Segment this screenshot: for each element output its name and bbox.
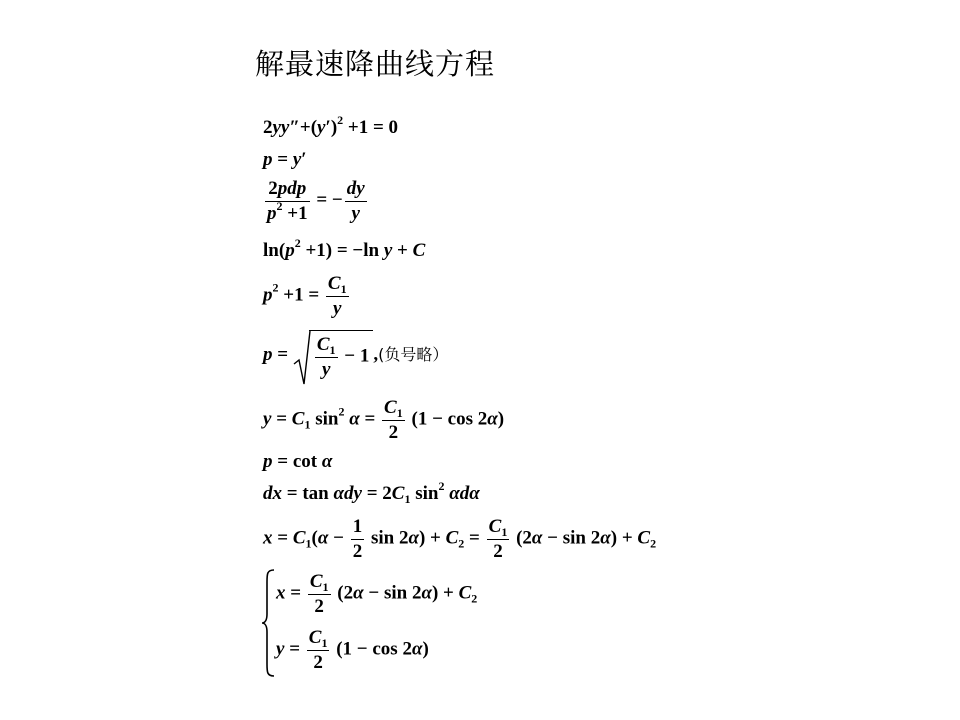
equation-2: p = y′ [263,149,307,170]
slide-title: 解最速降曲线方程 [255,47,496,81]
equation-4: $\ln(p^2 +1) = -\ln$ y + C [263,236,426,261]
equation-7: $y = C_1$ $\sin^2 \alpha$ = $\frac{C_1}{2}$ (1 − cos 2α) [263,397,505,443]
equation-3: $\frac{\text{2pdp}}{p^2 +1}$ = − $\frac{dy}{y}$ [267,178,365,224]
sqrt-sign: $\frac{C_1}{y}$ − 1 [293,330,374,382]
equation-9: dx = $\tan \alpha dy = 2C_1$ $\sin^2 \alpha d\alpha$ [263,479,480,506]
equation-5: $p^2 +1$ = $\frac{C_1}{y}$ [263,273,347,319]
equation-system-y: y = $\frac{C_1}{2}$ (1 − cos 2α) [276,627,429,673]
equation-1: $2yy''+(y')^2 +1 = 0$ [263,113,399,138]
equation-6: p = $\frac{C_1}{y}$ − 1 ,(负号略） [263,330,448,382]
equation-10: $x = C_1(\alpha$ − $\frac{1}{2}$ $\sin 2\alpha) + C_2$ = $\frac{C_1}{2}$ $(2\alpha - \sin 2\alpha) + C_2$ [263,516,657,562]
sign-omitted-note: (负号略） [378,345,449,365]
equation-8: p = cot α [263,451,333,472]
left-brace [260,568,276,678]
equation-system-x: x = $\frac{C_1}{2}$ $(2\alpha - \sin 2\alpha) + C_2$ [276,571,478,617]
